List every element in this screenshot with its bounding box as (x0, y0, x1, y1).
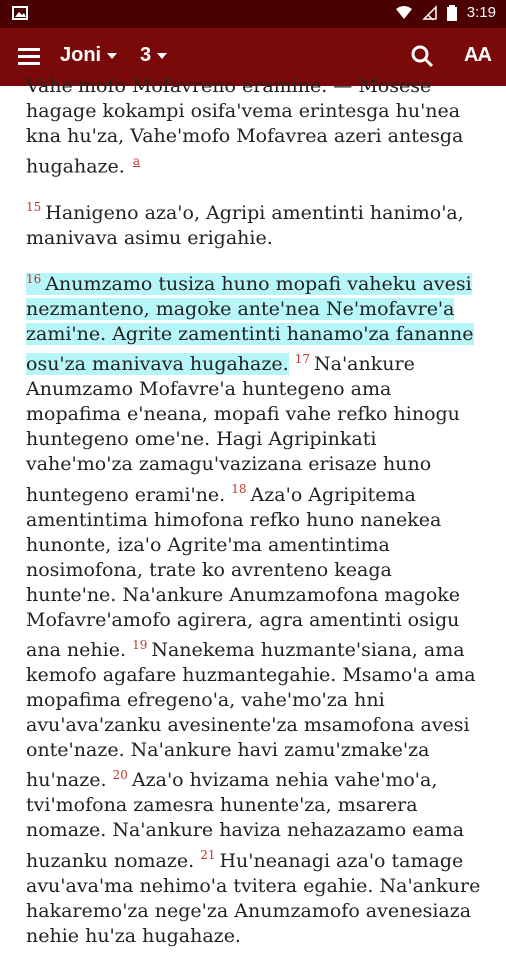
battery-icon (447, 5, 457, 21)
verse-text: Vahe'mofo Mofavreno eramine. — Mosese (26, 75, 432, 97)
verse-text: Hanigeno aza'o, Agripi amentinti hanimo'a, manivava asimu erigahie. (26, 201, 464, 249)
verse-text: Hu'neanagi aza'o tamage avu'ava'ma nehimo'a tvitera egahie. Na'ankure hakaremo'za nege'za Anumzamofo avenesiaza nehie hu'za hugahaze. (26, 849, 481, 947)
verse-number: 17 (294, 351, 310, 366)
verse-number: 15 (26, 200, 42, 215)
verse-text: Anumzamo tusiza huno mopafi vaheku avesi nezmanteno, magoke ante'nea Ne'mofavre'a zami'ne. Agrite zamentinti hanamo'za fananne osu'za manivava hugahaze. (26, 272, 474, 376)
verse[interactable] (26, 100, 463, 177)
font-size-button[interactable]: AA (464, 44, 491, 66)
book-selector[interactable] (60, 44, 117, 67)
verse[interactable] (26, 75, 431, 97)
verse-text: hagage kokampi osifa'vema erintesga hu'nea kna hu'za, Vahe'mofo Mofavrea azeri antesga hugahaze. (26, 100, 464, 178)
menu-icon[interactable] (18, 45, 40, 67)
verse-number: 18 (231, 482, 247, 497)
wifi-icon (395, 6, 413, 20)
chevron-down-icon (107, 53, 117, 59)
verse[interactable] (26, 202, 464, 249)
verse-text: Aza'o hvizama nehia vahe'mo'a, tvi'mofona zamesra hunente'za, msarera nomaze. Na'ankure haviza nehazazamo eama huzanku nomaze. (26, 769, 465, 872)
verse-number: 20 (112, 767, 128, 782)
footnote-marker[interactable]: a (132, 154, 141, 168)
verse[interactable] (26, 484, 460, 661)
paragraph (26, 74, 486, 179)
chevron-down-icon (157, 53, 167, 59)
gallery-icon (12, 6, 28, 20)
verse-number: 16 (26, 271, 42, 286)
status-time: 3:19 (466, 4, 496, 21)
paragraph (26, 195, 486, 250)
verse-number: 19 (132, 637, 148, 652)
verse-text: Na'ankure Anumzamo Mofavre'a huntegeno ama mopafima e'neana, mopafi vahe refko hinogu huntegeno ome'ne. Hagi Agripinkati vahe'mo'za zamagu'vazizana erisaze huno huntegeno erami'ne. (26, 353, 460, 506)
search-icon[interactable] (410, 44, 434, 68)
bible-text-view[interactable] (0, 75, 506, 947)
signal-off-icon (423, 6, 437, 20)
verse-text: Nanekema huzmante'siana, ama kemofo agafare huzmantegahie. Msamo'a ama mopafima efregeno'a, vahe'mo'za hni avu'ava'zanku avesinente'za msamofona avesi onte'naze. Na'ankure havi zamu'zmake'za hu'naze. (26, 638, 476, 792)
paragraph (26, 267, 486, 949)
verse-text: Aza'o Agripitema amentintima himofona refko huno nanekea hunonte, iza'o Agrite'ma amentintima nosimofona, trate ko avrenteno keaga hunte'ne. Na'ankure Anumzamofona magoke Mofavre'amofo agirera, agra amentinti osigu ana nehie. (26, 483, 461, 661)
status-bar (0, 0, 506, 28)
verse-number: 21 (200, 848, 216, 863)
book-name: Joni (60, 44, 102, 66)
chapter-number: 3 (140, 44, 152, 66)
chapter-selector[interactable] (140, 44, 167, 67)
chapter-text (26, 74, 486, 965)
